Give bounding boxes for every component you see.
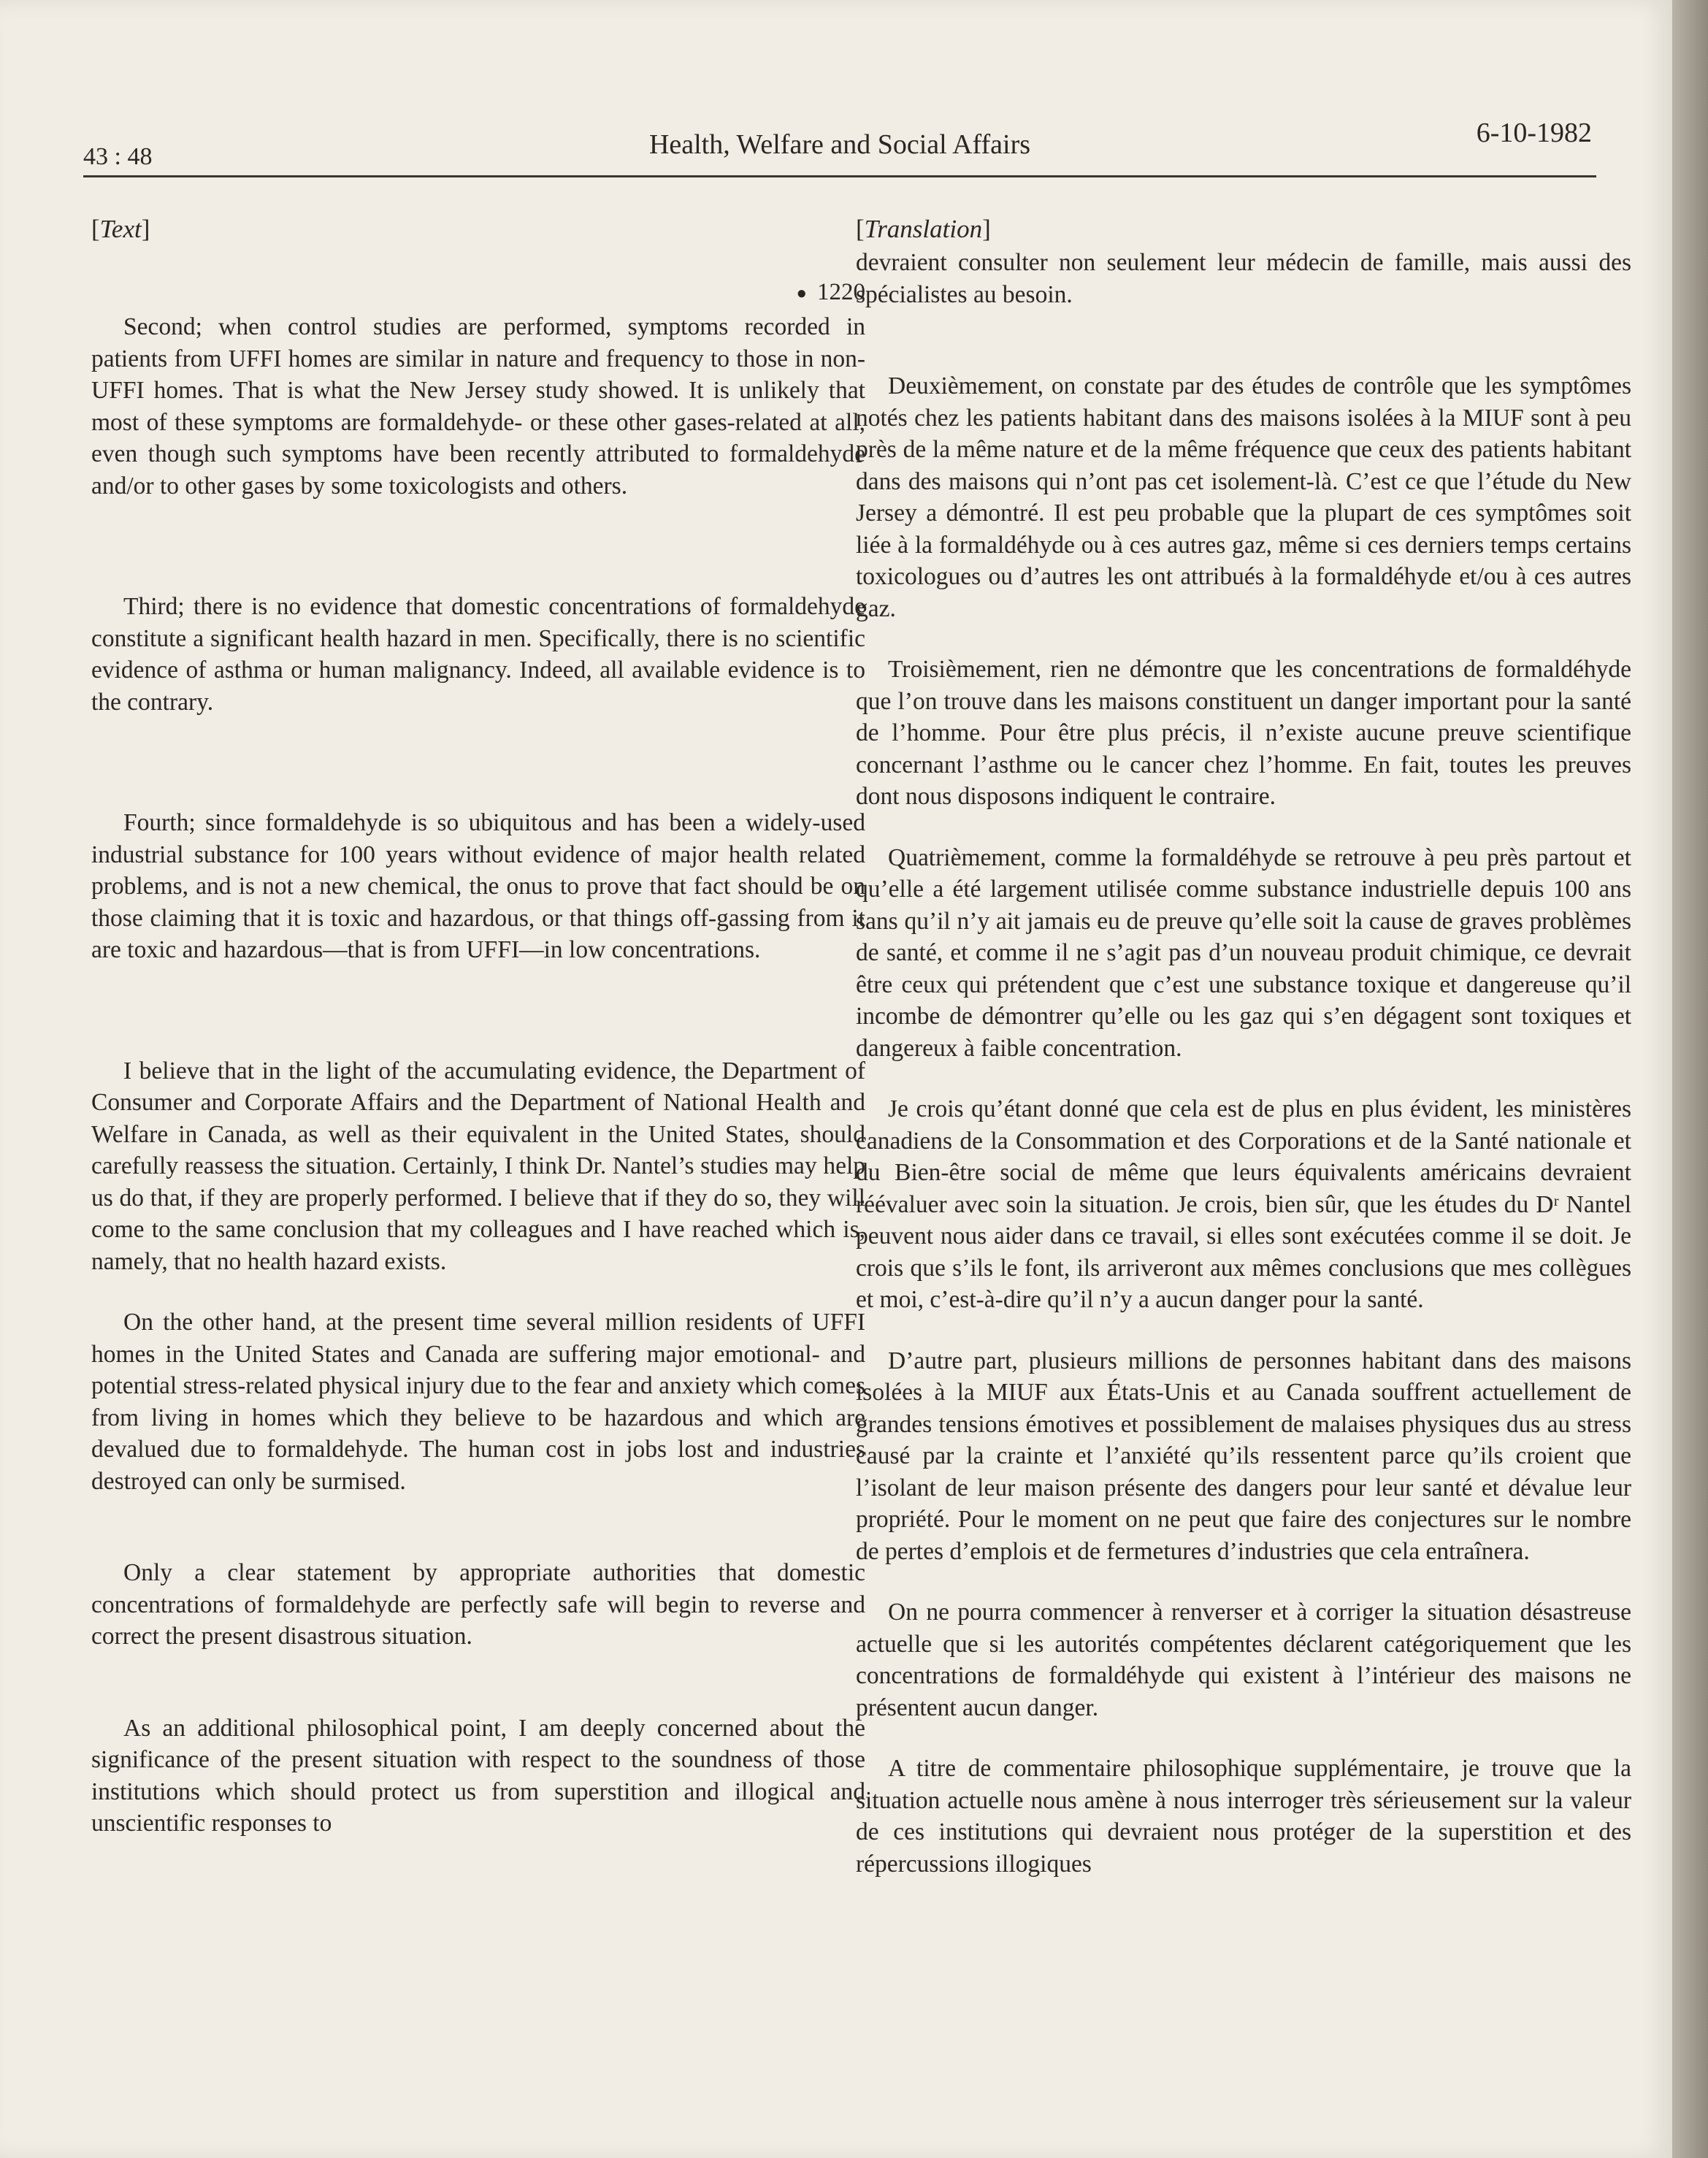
paragraph: Third; there is no evidence that domestic concentrations of formaldehyde constitute a significant health hazard in men. Specifically, there is no scientific evidence of asthma or human malignancy. Indeed, all available evidence is to the contrary.: [91, 593, 865, 716]
paragraph: Only a clear statement by appropriate authorities that domestic concentrations of formaldehyde are perfectly safe will begin to reverse and correct the present disastrous situation.: [91, 1559, 865, 1650]
paragraph: Quatrièmement, comme la formaldéhyde se retrouve à peu près partout et qu’elle a été largement utilisée comme substance industrielle depuis 100 ans sans qu’il n’y ait jamais eu de preuve qu’elle soit la cause de graves problèmes de santé, et comme il ne s’agit pas d’un nouveau produit chimique, ce devrait être ceux qui prétendent que c’est une substance toxique et dangereuse qu’il incombe de démontrer qu’elle ou les gaz qui s’en dégagent sont toxiques et dangereux à faible concentration.: [856, 843, 1631, 1062]
french-column: [856, 212, 1631, 2125]
column-label: [Translation]: [856, 215, 991, 243]
page-header: [83, 110, 1596, 177]
running-title: Health, Welfare and Social Affairs: [648, 129, 1031, 160]
paragraph: Je crois qu’étant donné que cela est de plus en plus évident, les ministères canadiens de la Consommation et des Corporations et de la Santé nationale et du Bien-être social de même que leurs équivalents américains devraient réévaluer avec soin la situation. Je crois, bien sûr, que les études du Dʳ Nantel peuvent nous aider dans ce travail, si elles sont exécutées comme il se doit. Je crois que s’ils le font, ils arriveront aux mêmes conclusions que mes collègues et moi, c’est-à-dire qu’il n’y a aucun danger pour la santé.: [856, 1095, 1631, 1313]
paragraph: I believe that in the light of the accumulating evidence, the Department of Consumer and Corporate Affairs and the Department of National Health and Welfare in Canada, as well as their equivalent in the United States, should carefully reassess the situation. Certainly, I think Dr. Nantel’s studies may help us do that, if they are properly performed. I believe that if they do so, they will come to the same conclusion that my colleagues and I have reached which is, namely, that no health hazard exists.: [91, 1057, 865, 1275]
paragraph: A titre de commentaire philosophique supplémentaire, je trouve que la situation actuelle nous amène à nous interroger très sérieusement sur la valeur de ces institutions qui devraient nous protéger de la superstition et des répercussions illogiques: [856, 1755, 1631, 1878]
paragraph: D’autre part, plusieurs millions de personnes habitant dans des maisons isolées à la MIUF aux États-Unis et au Canada souffrent actuellement de grandes tensions émotives et possiblement de malaises physiques dus au stress causé par la crainte et l’anxiété qu’ils ressentent parce qu’ils croient que l’isolant de leur maison présente des dangers pour leur santé et dévalue leur propriété. Pour le moment on ne peut que faire des conjectures sur le nombre de pertes d’emplois et de fermetures d’industries que cela entraînera.: [856, 1347, 1631, 1565]
column-label: [Text]: [91, 215, 150, 243]
paragraph: As an additional philosophical point, I am deeply concerned about the significance of the present situation with respect to the soundness of those institutions which should protect us from superstition and illogical and unscientific responses to: [91, 1714, 865, 1837]
paragraph: Deuxièmement, on constate par des études de contrôle que les symptômes notés chez les patients habitant dans des maisons isolées à la MIUF sont à peu près de la même nature et de la même fréquence que ceux des patients habitant dans des maisons qui n’ont pas cet isolement-là. C’est ce que l’étude du New Jersey a démontré. Il est peu probable que la plupart de ces symptômes soit liée à la formaldéhyde ou à ces autres gaz, même si ces derniers temps certains toxicologues ou d’autres les ont attribués à la formaldéhyde et/ou à ces autres gaz.: [856, 372, 1631, 622]
paragraph: Fourth; since formaldehyde is so ubiquitous and has been a widely-used industrial substance for 100 years without evidence of major health related problems, and is not a new chemical, the onus to prove that fact should be on those claiming that it is toxic and hazardous, or that things off-gassing from it are toxic and hazardous—that is from UFFI—in low concentrations.: [91, 809, 865, 964]
paragraph: devraient consulter non seulement leur médecin de famille, mais aussi des spécialistes au besoin.: [856, 249, 1631, 308]
bullet-icon: ●: [796, 284, 807, 304]
page-date: 6-10-1982: [1476, 118, 1592, 148]
paragraph: Troisièmement, rien ne démontre que les concentrations de formaldéhyde que l’on trouve dans les maisons constituent un danger important pour la santé de l’homme. Pour être plus précis, il n’existe aucune preuve scientifique concernant l’asthme ou le cancer chez l’homme. En fait, toutes les preuves dont nous disposons indiquent le contraire.: [856, 656, 1631, 810]
paragraph: Second; when control studies are performed, symptoms recorded in patients from UFFI homes are similar in nature and frequency to those in non-UFFI homes. That is what the New Jersey study showed. It is unlikely that most of these symptoms are formaldehyde- or these other gases-related at all, even though such symptoms have been recently attributed to formaldehyde and/or to other gases by some toxicologists and others.: [91, 313, 865, 500]
english-column: [91, 212, 865, 2125]
page-number: 43 : 48: [83, 143, 153, 170]
paragraph: On ne pourra commencer à renverser et à corriger la situation désastreuse actuelle que si les autorités compétentes déclarent catégoriquement que les concentrations de formaldéhyde qui existent à l’intérieur des maisons ne présentent aucun danger.: [856, 1599, 1631, 1721]
binding-shadow: [1672, 0, 1708, 2158]
paragraph: On the other hand, at the present time several million residents of UFFI homes in the United States and Canada are suffering major emotional- and potential stress-related physical injury due to the fear and anxiety which comes from living in homes which they believe to be hazardous and which are devalued due to formaldehyde. The human cost in jobs lost and industries destroyed can only be surmised.: [91, 1309, 865, 1495]
margin-marker: ● 1220: [796, 279, 865, 305]
